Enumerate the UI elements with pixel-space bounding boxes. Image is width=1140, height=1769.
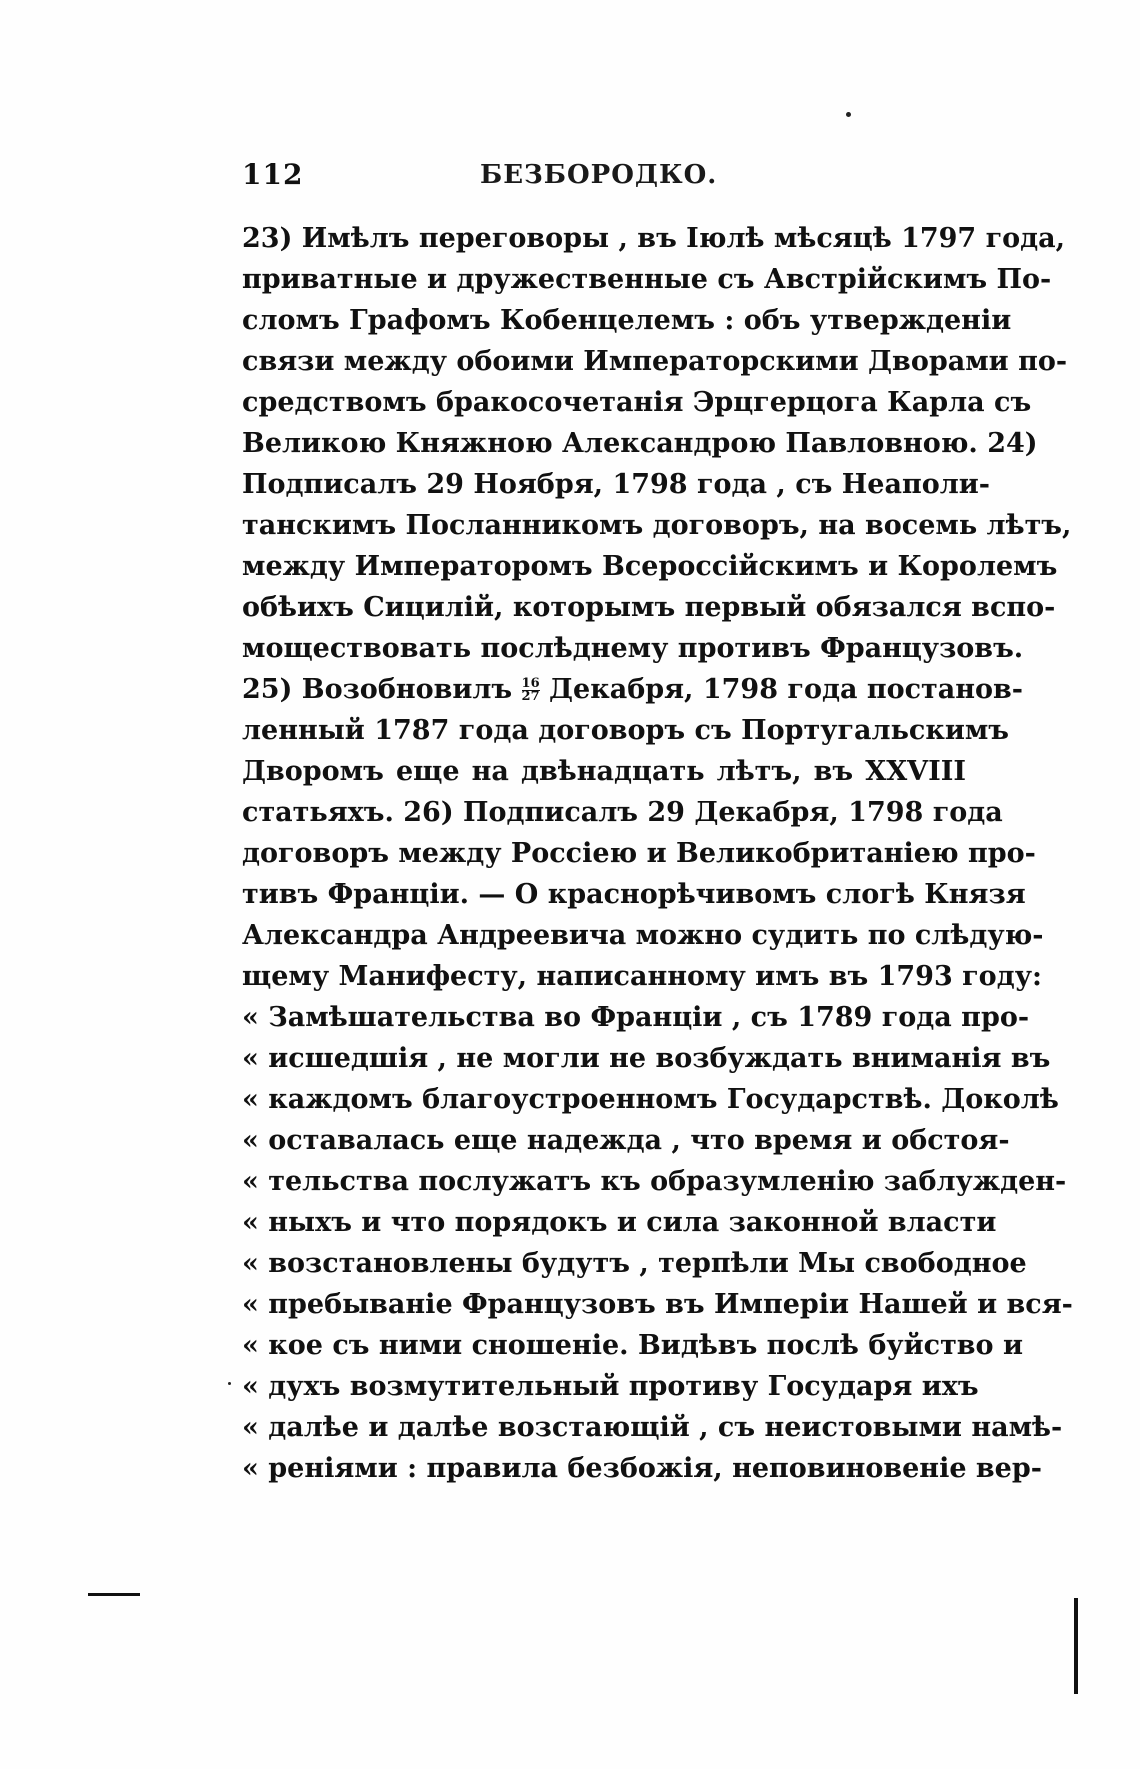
- margin-dash-mark: [88, 1593, 140, 1596]
- text-line: « пребываніе Французовъ въ Имперіи Нашей и вся-: [242, 1289, 1073, 1320]
- text-line: « кое съ ними сношеніе. Видѣвъ послѣ буйство и: [242, 1330, 1023, 1361]
- text-line: « тельства послужатъ къ образумленію заблужден-: [242, 1166, 1067, 1197]
- body-text: [242, 218, 1073, 1489]
- text-line: приватные и дружественные съ Австрійскимъ По-: [242, 264, 1052, 295]
- text-line: статьяхъ. 26) Подписалъ 29 Декабря, 1798 года: [242, 797, 1003, 828]
- date-fraction: $\frac{16}{27}$: [521, 676, 540, 704]
- text-line: средствомъ бракосочетанія Эрцгерцога Карла съ: [242, 387, 1032, 418]
- scan-speck: [228, 1382, 231, 1385]
- text-line: « реніями : правила безбожія, неповиновеніе вер-: [242, 1453, 1042, 1484]
- running-head: БЕЗБОРОДКО.: [480, 160, 718, 190]
- text-line: договоръ между Россіею и Великобританіею про-: [242, 838, 1036, 869]
- text-line: обѣихъ Сицилій, которымъ первый обязался вспо-: [242, 592, 1056, 623]
- text-line: сломъ Графомъ Кобенцелемъ : объ утвержденіи: [242, 305, 1012, 336]
- scan-speck: [846, 112, 851, 117]
- page-number: 112: [242, 158, 304, 191]
- text-line: « далѣе и далѣе возстающій , съ неистовыми намѣ-: [242, 1412, 1063, 1443]
- text-line: Подписалъ 29 Ноября, 1798 года , съ Неаполи-: [242, 469, 991, 500]
- text-line: « каждомъ благоустроенномъ Государствѣ. Доколѣ: [242, 1084, 1059, 1115]
- text-line: связи между обоими Императорскими Дворами по-: [242, 346, 1068, 377]
- text-line: ленный 1787 года договоръ съ Португальскимъ: [242, 715, 1010, 746]
- text-line: 23) Имѣлъ переговоры , въ Іюлѣ мѣсяцѣ 1797 года,: [242, 223, 1066, 254]
- text-line: « исшедшія , не могли не возбуждать вниманія въ: [242, 1043, 1051, 1074]
- text-line: тивъ Франціи. — О краснорѣчивомъ слогѣ Князя: [242, 879, 1026, 910]
- text-line: танскимъ Посланникомъ договоръ, на восемь лѣтъ,: [242, 510, 1072, 541]
- text-line: между Императоромъ Всероссійскимъ и Королемъ: [242, 551, 1058, 582]
- text-line: « возстановлены будутъ , терпѣли Мы свободное: [242, 1248, 1027, 1279]
- text-line: « оставалась еще надежда , что время и обстоя-: [242, 1125, 1010, 1156]
- text-line: « духъ возмутительный противу Государя ихъ: [242, 1371, 979, 1402]
- page-edge-mark: [1074, 1598, 1078, 1694]
- text-line: моществовать послѣднему противъ Французовъ.: [242, 633, 1024, 664]
- page-header: [242, 158, 966, 198]
- text-line: « Замѣшательства во Франціи , съ 1789 года про-: [242, 1002, 1030, 1033]
- text-line: « ныхъ и что порядокъ и сила законной власти: [242, 1207, 997, 1238]
- text-line: 25) Возобновилъ $\frac{16}{27}$ Декабря, 1798 года постанов-: [242, 674, 1024, 705]
- text-line: Дворомъ еще на двѣнадцать лѣтъ, въ XXVIII: [242, 756, 966, 787]
- text-line: Александра Андреевича можно судить по слѣдую-: [242, 920, 1044, 951]
- text-line: щему Манифесту, написанному имъ въ 1793 году:: [242, 961, 1042, 992]
- text-line: Великою Княжною Александрою Павловною. 24): [242, 428, 1038, 459]
